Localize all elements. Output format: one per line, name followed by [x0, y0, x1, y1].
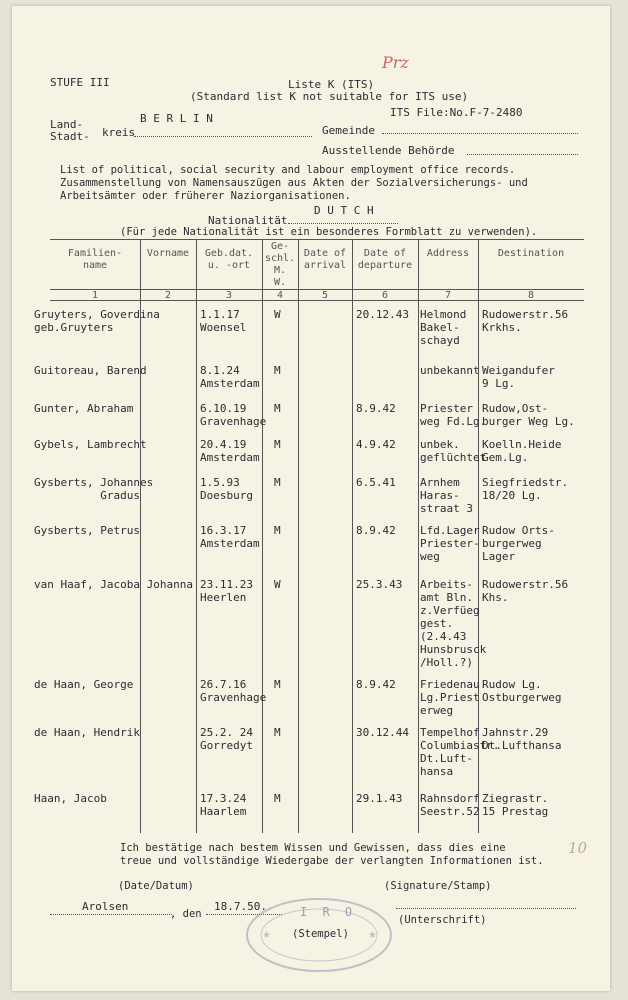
row-name: Gysberts, Petrus	[34, 524, 140, 537]
nationality-value: D U T C H	[314, 204, 374, 217]
behoerde-dots	[467, 154, 578, 155]
row-departure: 29.1.43	[356, 792, 403, 805]
row-departure: 20.12.43	[356, 308, 409, 321]
col-number: 5	[321, 290, 329, 301]
col-header-address: Address	[426, 248, 470, 259]
row-destination: Weigandufer 9 Lg.	[482, 364, 555, 390]
col-header-departure: Date of departure	[357, 248, 413, 271]
row-destination: Jahnstr.29 Dt.Lufthansa	[482, 726, 562, 752]
col-header-vorname: Vorname	[146, 248, 190, 259]
col-divider-6	[418, 239, 419, 833]
description-line-1: List of political, social security and labour employment office records.	[60, 164, 516, 176]
stempel-label: (Stempel)	[292, 928, 349, 940]
row-departure: 8.9.42	[356, 402, 396, 415]
row-destination: Rudowerstr.56 Khs.	[482, 578, 569, 604]
row-birth: 26.7.16 Gravenhage	[200, 678, 267, 704]
signature-dots	[396, 908, 576, 909]
row-sex: M	[274, 726, 281, 739]
row-sex: M	[274, 364, 281, 377]
den-label: , den	[170, 908, 202, 920]
row-departure: 8.9.42	[356, 678, 396, 691]
row-sex: M	[274, 792, 281, 805]
row-name: de Haan, George	[34, 678, 134, 691]
document-page	[12, 6, 610, 991]
row-sex: M	[274, 678, 281, 691]
col-number: 6	[381, 290, 389, 301]
col-header-arrival: Date of arrival	[303, 248, 347, 271]
col-number: 7	[444, 290, 452, 301]
col-divider-4	[298, 239, 299, 833]
row-address: Tempelhof Columbiastr. Dt.Luft- hansa	[420, 726, 500, 778]
behoerde-label: Ausstellende Behörde	[322, 144, 455, 157]
col-divider-3	[262, 239, 263, 833]
col-header-geschlecht: Ge- schl. M. W.	[264, 241, 296, 288]
col-divider-2	[196, 239, 197, 833]
row-departure: 6.5.41	[356, 476, 396, 489]
nationality-dots	[288, 223, 398, 224]
signature-label: (Signature/Stamp)	[384, 880, 492, 892]
svg-text:★: ★	[368, 930, 377, 941]
nationality-note: (Für jede Nationalität ist ein besonderes Formblatt zu verwenden).	[120, 226, 538, 238]
row-name: Guitoreau, Barend	[34, 364, 147, 377]
page-number-mark: 10	[568, 839, 588, 857]
col-header-destination: Destination	[497, 248, 565, 259]
kreis-value: B E R L I N	[140, 112, 213, 125]
row-birth: 16.3.17 Amsterdam	[200, 524, 260, 550]
kreis-label: kreis	[102, 126, 136, 139]
row-birth: 20.4.19 Amsterdam	[200, 438, 260, 464]
row-name: de Haan, Hendrik	[34, 726, 140, 739]
row-destination: Rudow Lg. Ostburgerweg	[482, 678, 562, 704]
row-address: unbek. geflüchtet	[420, 438, 487, 464]
col-number: 8	[527, 290, 535, 301]
place-value: Arolsen	[82, 900, 129, 913]
row-destination: Rudow Orts- burgerweg Lager	[482, 524, 555, 563]
row-birth: 8.1.24 Amsterdam	[200, 364, 260, 390]
row-address: Priester weg Fd.Lg.	[420, 402, 487, 428]
row-address: Arbeits- amt Bln. z.Verfüeg gest. (2.4.43 Hunsbrusck /Holl.?)	[420, 578, 487, 669]
row-address: Arnhem Haras- straat 3	[420, 476, 473, 515]
col-number: 3	[225, 290, 233, 301]
row-name: Haan, Jacob	[34, 792, 107, 805]
row-address: unbekannt	[420, 364, 480, 377]
col-number: 4	[276, 290, 284, 301]
nationality-label: Nationalität	[208, 214, 288, 227]
row-birth: 1.5.93 Doesburg	[200, 476, 253, 502]
table-top-rule	[50, 239, 584, 240]
svg-text:★: ★	[262, 930, 271, 941]
liste-title: Liste K (ITS)	[288, 78, 375, 91]
col-header-familienname: Familien- name	[67, 248, 123, 271]
place-dots	[50, 914, 172, 915]
row-sex: M	[274, 524, 281, 537]
description-line-3: Arbeitsämter oder früherer Naziorganisationen.	[60, 190, 351, 202]
handwritten-mark: Prz	[382, 53, 409, 72]
iro-stamp	[244, 896, 394, 974]
row-departure: 25.3.43	[356, 578, 403, 591]
unterschrift-label: (Unterschrift)	[398, 914, 487, 926]
row-departure: 8.9.42	[356, 524, 396, 537]
row-address: Rahnsdorf Seestr.52	[420, 792, 480, 818]
row-birth: 17.3.24 Haarlem	[200, 792, 247, 818]
row-departure: 4.9.42	[356, 438, 396, 451]
row-destination: Ziegrastr. 15 Prestag	[482, 792, 549, 818]
date-label: (Date/Datum)	[118, 880, 194, 892]
confirmation-line-1: Ich bestätige nach bestem Wissen und Gewissen, dass dies eine	[120, 842, 506, 854]
col-number: 2	[164, 290, 172, 301]
row-name: Gruyters, Goverdina geb.Gruyters	[34, 308, 160, 334]
kreis-dots	[134, 136, 312, 137]
row-destination: Koelln.Heide Gem.Lg.	[482, 438, 562, 464]
row-name: Gunter, Abraham	[34, 402, 134, 415]
col-divider-5	[352, 239, 353, 833]
land-label: Land-	[50, 118, 84, 131]
row-sex: M	[274, 438, 281, 451]
row-sex: W	[274, 578, 281, 591]
stadt-label: Stadt-	[50, 130, 90, 143]
row-destination: Rudowerstr.56 Krkhs.	[482, 308, 569, 334]
row-name: Gysberts, Johannes Gradus	[34, 476, 154, 502]
row-birth: 6.10.19 Gravenhage	[200, 402, 267, 428]
confirmation-line-2: treue und vollständige Wiedergabe der verlangten Informationen ist.	[120, 855, 544, 867]
row-birth: 25.2. 24 Gorredyt	[200, 726, 253, 752]
liste-note: (Standard list K not suitable for ITS use)	[190, 90, 469, 103]
row-address: Helmond Bakel- schayd	[420, 308, 467, 347]
date-value: 18.7.50.	[214, 900, 267, 913]
row-name: van Haaf, Jacoba Johanna	[34, 578, 193, 591]
row-destination: Rudow,Ost- burger Weg Lg.	[482, 402, 575, 428]
col-number: 1	[91, 290, 99, 301]
row-sex: M	[274, 402, 281, 415]
row-name: Gybels, Lambrecht	[34, 438, 147, 451]
row-departure: 30.12.44	[356, 726, 409, 739]
stamp-text: I R O	[300, 905, 357, 919]
stufe-label: STUFE III	[50, 76, 110, 89]
gemeinde-label: Gemeinde	[322, 124, 375, 137]
row-address: Friedenau Lg.Priest erweg	[420, 678, 480, 717]
row-birth: 1.1.17 Woensel	[200, 308, 247, 334]
description-line-2: Zusammenstellung von Namensauszügen aus Akten der Sozialversicherungs- und	[60, 177, 528, 189]
row-birth: 23.11.23 Heerlen	[200, 578, 253, 604]
row-address: Lfd.Lager Priester- weg	[420, 524, 480, 563]
row-sex: W	[274, 308, 281, 321]
col-header-geburt: Geb.dat. u. -ort	[204, 248, 254, 271]
row-destination: Siegfriedstr. 18/20 Lg.	[482, 476, 569, 502]
its-file-number: ITS File:No.F-7-2480	[390, 106, 523, 119]
row-sex: M	[274, 476, 281, 489]
gemeinde-dots	[382, 133, 578, 134]
